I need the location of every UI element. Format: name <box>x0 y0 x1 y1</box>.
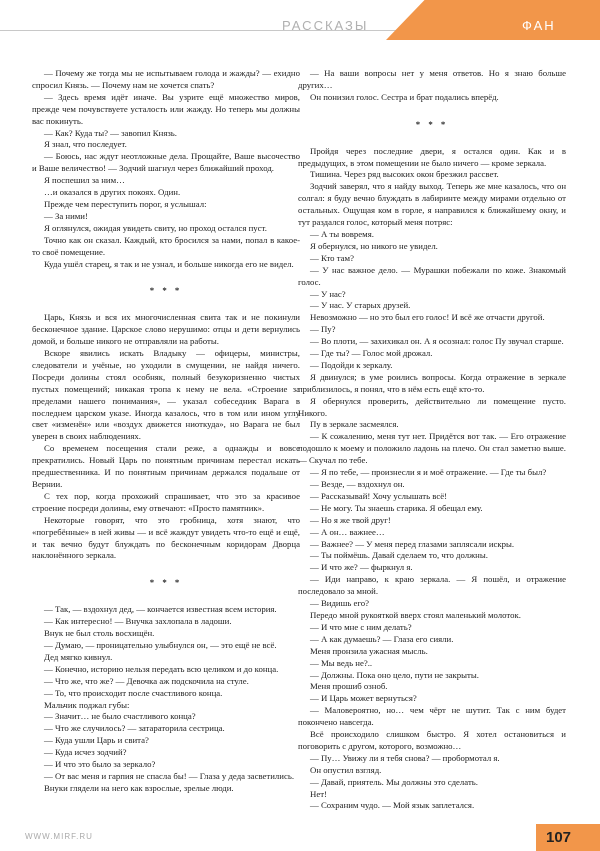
paragraph: — Так, — вздохнул дед, — кончается известная всем история. <box>44 604 277 615</box>
paragraph: — И Царь может вернуться? <box>310 693 417 704</box>
paragraph: — У нас. У старых друзей. <box>310 300 411 311</box>
category-label: ФАН <box>522 18 556 33</box>
paragraph: Точно как он сказал. Каждый, кто бросился за нами, попал в какое-то своё помещение. <box>32 234 300 257</box>
paragraph: Я оглянулся, ожидая увидеть свиту, но проход остался пуст. <box>44 222 267 233</box>
paragraph: — А ты вовремя. <box>310 228 374 239</box>
paragraph: — Везде, — вздохнул он. <box>310 479 405 489</box>
paragraph: Всё происходило слишком быстро. Я хотел остановиться и поговорить с другом, которого, возможно… <box>298 729 566 751</box>
paragraph: — Не могу. Ты знаешь старика. Я обещал ему. <box>310 502 483 513</box>
paragraph: Куда ушёл старец, я так и не узнал, и больше никогда его не видел. <box>44 258 294 269</box>
paragraph: — У нас? <box>310 288 346 299</box>
paragraph: Я обернулся проверить, действительно ли помещение пусто. Никого. <box>298 395 566 418</box>
paragraph: — Ты поймёшь. Давай сделаем то, что должны. <box>310 550 488 561</box>
paragraph: Я обернулся, но никого не увидел. <box>310 240 438 251</box>
paragraph: — Важнее? — У меня перед глазами заплясали искры. <box>310 538 515 549</box>
paragraph: Я поспешил за ним… <box>44 175 125 186</box>
paragraph: Он понизил голос. Сестра и брат подались вперёд. <box>310 91 499 102</box>
paragraph: — И что мне с ним делать? <box>310 621 412 632</box>
section-break: * * * <box>415 118 449 129</box>
paragraph: — И что это было за зеркало? <box>44 759 156 770</box>
paragraph: Нет! <box>310 788 327 799</box>
paragraph: — Почему же тогда мы не испытываем голода и жажды? — ехидно спросил Князь. — Почему нам не хочется спать? <box>32 68 300 90</box>
section-break: * * * <box>149 285 183 296</box>
paragraph: — Иди направо, к краю зеркала. — Я пошёл, и отражение последовало за мной. <box>298 574 566 597</box>
paragraph: — Пу? <box>310 324 336 335</box>
paragraph: — Что же случилось? — затараторила сестрица. <box>44 723 225 734</box>
paragraph: — Здесь время идёт иначе. Вы узрите ещё множество миров, прежде чем почувствуете усталость или жажду. Но теперь мы должны вас покинуть. <box>32 91 300 126</box>
paragraph: — Во плоти, — захихикал он. А я осознал: голос Пу звучал старше. <box>310 336 564 347</box>
paragraph: — Сохраним чудо. — Мой язык заплетался. <box>310 800 475 811</box>
paragraph: — У нас важное дело. — Мурашки побежали по коже. Знакомый голос. <box>298 264 566 287</box>
page-number-badge <box>536 824 600 851</box>
paragraph: — Думаю, — проницательно улыбнулся он, — это ещё не всё. <box>44 639 277 650</box>
paragraph: Пу в зеркале засмеялся. <box>310 419 399 430</box>
paragraph: — Но я же твой друг! <box>310 514 391 525</box>
paragraph: Внук не был столь восхищён. <box>44 628 155 639</box>
paragraph: Дед мягко кивнул. <box>44 651 113 662</box>
paragraph: — Значит… не было счастливого конца? <box>44 711 196 722</box>
paragraph: Некоторые говорят, что это гробница, хотя знают, что «погребённые» в ней живы — и всё жаждут увидеть что-то ещё и ещё, и так вечно будут блуждать по бесконечным коридорам Дворца наклонённого зеркала. <box>32 514 300 561</box>
paragraph: — Конечно, историю нельзя передать всю целиком и до конца. <box>44 663 279 674</box>
right-column <box>298 68 566 812</box>
paragraph: — Как? Куда ты? — завопил Князь. <box>44 127 177 138</box>
paragraph: Невозможно — но это был его голос! И всё же отчасти другой. <box>310 312 545 323</box>
site-url: WWW.MIRF.RU <box>25 832 93 841</box>
page-number: 107 <box>546 829 572 846</box>
paragraph: Зодчий заверял, что я найду выход. Теперь же мне казалось, что он солгал: я буду вечно блуждать в лабиринте между мирами отдельно от остальных. Ощущая ком в горле, я направился к ближайшему окну, и тут раздался голос, который меня потряс: <box>298 181 566 228</box>
paragraph: — Маловероятно, но… чем чёрт не шутит. Так с ним будет покончено навсегда. <box>298 705 566 728</box>
category-band <box>386 0 600 40</box>
paragraph: Со временем посещения стали реже, а однажды и вовсе прекратились. Новый Царь по понятным причинам перестал искать предшественника. И по понятным причинам держался подальше от Вернии. <box>32 443 300 489</box>
paragraph: — За ними! <box>44 210 88 221</box>
paragraph: Я двинулся; в уме роились вопросы. Когда отражение в зеркале приблизилось, я понял, что в нём есть ещё кто-то. <box>298 371 566 394</box>
paragraph: — Куда исчез зодчий? <box>44 747 127 758</box>
paragraph: — От вас меня и гарпия не спасла бы! — Глаза у деда засветились. <box>44 770 295 781</box>
paragraph: Вскоре явились искать Владыку — офицеры, министры, следователи и учёные, но уходили в смущении, не найдя ничего. Посреди долины стоял особняк, полный безукоризненно чистых пустых помещений; никакая тропа к нему не вела. «Строение за пределами нашего понимания», — указал собеседник Варага в последнем царском указе. Иногда казалось, что в том или ином углу свет «изменён» или «воздух движется ниоткуда», но Варага не был уверен в своих наблюдениях. <box>32 348 300 442</box>
paragraph: Царь, Князь и вся их многочисленная свита так и не покинули бесконечное здание. Царское слово нерушимо: отцы и дети вернулись домой, и больше никого не отправляли на работы. <box>32 312 300 347</box>
paragraph: Пройдя через последние двери, я остался один. Как и в предыдущих, в этом помещении не было ничего — кроме зеркала. <box>298 145 566 168</box>
paragraph: Прежде чем переступить порог, я услышал: <box>44 198 207 209</box>
paragraph: — А он… важнее… <box>310 526 385 537</box>
paragraph: — Боюсь, нас ждут неотложные дела. Прощайте, Ваше высочество и Ваше величество! — Зодчий шагнул через ближайший проход. <box>32 151 300 174</box>
paragraph: — Пу… Увижу ли я тебя снова? — пробормотал я. <box>310 752 500 763</box>
paragraph: — Что же, что же? — Девочка аж подскочила на стуле. <box>44 675 249 686</box>
paragraph: — Должны. Пока оно цело, пути не закрыты. <box>310 669 479 680</box>
paragraph: — Как интересно! — Внучка захлопала в ладоши. <box>44 616 232 627</box>
paragraph: — Кто там? <box>310 252 354 263</box>
left-column <box>32 68 300 795</box>
paragraph: — Где ты? — Голос мой дрожал. <box>310 348 433 359</box>
paragraph: Меня пронзила ужасная мысль. <box>310 645 428 656</box>
paragraph: Передо мной рукояткой вверх стоял маленький молоток. <box>310 609 521 620</box>
paragraph: Я знал, что последует. <box>44 139 127 150</box>
paragraph: …и оказался в других покоях. Один. <box>44 187 181 198</box>
paragraph: — Видишь его? <box>310 598 370 609</box>
paragraph: Мальчик поджал губы: <box>44 699 130 710</box>
paragraph: — На ваши вопросы нет у меня ответов. Но я знаю больше других… <box>298 68 566 90</box>
paragraph: — Подойди к зеркалу. <box>310 359 393 370</box>
section-break: * * * <box>149 577 183 588</box>
paragraph: — К сожалению, меня тут нет. Придётся вот так. — Его отражение подошло к моему и положило ладонь на плечо. Он стал заметно выше. — Скучал по тебе. <box>298 431 566 466</box>
paragraph: — Мы ведь не?.. <box>310 657 373 668</box>
page-header <box>0 0 600 40</box>
paragraph: Тишина. Через ряд высоких окон брезжил рассвет. <box>310 169 499 180</box>
paragraph: — Я по тебе, — произнесли я и моё отражение. — Где ты был? <box>310 467 547 478</box>
section-title: РАССКАЗЫ <box>282 18 369 33</box>
paragraph: С тех пор, когда прохожий спрашивает, что это за красивое строение посреди долины, ему отвечают: «Просто памятник». <box>32 490 300 513</box>
paragraph: — Куда ушли Царь и свита? <box>44 735 149 746</box>
paragraph: — То, что происходит после счастливого конца. <box>44 687 223 698</box>
paragraph: — Рассказывай! Хочу услышать всё! <box>310 490 448 501</box>
paragraph: Внуки глядели на него как взрослые, зрелые люди. <box>44 782 234 793</box>
paragraph: — Давай, приятель. Мы должны это сделать. <box>310 776 478 787</box>
paragraph: Он опустил взгляд. <box>310 764 382 775</box>
paragraph: Меня прошиб озноб. <box>310 681 388 692</box>
paragraph: — А как думаешь? — Глаза его сияли. <box>310 633 454 644</box>
paragraph: — И что же? — фыркнул я. <box>310 562 413 573</box>
